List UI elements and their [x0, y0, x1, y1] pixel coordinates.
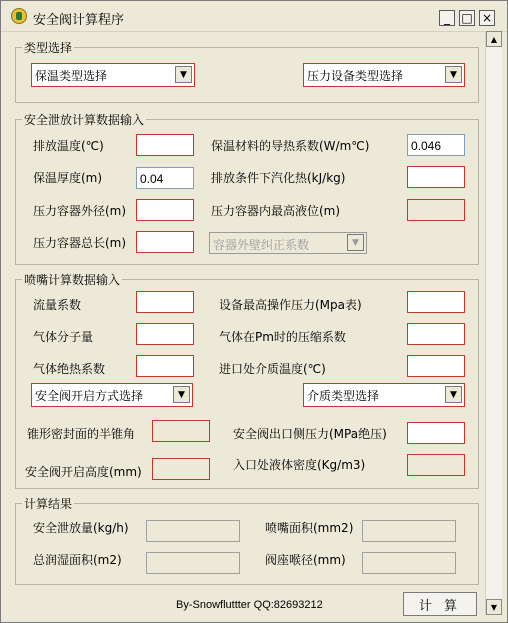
throat-diameter-label: 阀座喉径(mm) — [265, 553, 346, 567]
vessel-total-length-input[interactable] — [136, 231, 194, 253]
inlet-temp-label: 进口处介质温度(℃) — [219, 362, 326, 376]
discharge-temp-label: 排放温度(℃) — [33, 139, 104, 153]
relief-amount-label: 安全泄放量(kg/h) — [33, 521, 129, 535]
flow-coefficient-label: 流量系数 — [33, 298, 82, 312]
app-icon — [11, 8, 27, 24]
select-value: 容器外壁纠正系数 — [213, 238, 310, 252]
liquid-density-input[interactable] — [407, 454, 465, 476]
scroll-down-icon[interactable]: ▼ — [486, 599, 502, 615]
insulation-thickness-input[interactable]: 0.04 — [136, 167, 194, 189]
close-button[interactable]: × — [479, 10, 495, 26]
vessel-type-select[interactable] — [303, 63, 465, 87]
opening-mode-select[interactable] — [31, 383, 193, 407]
compressibility-label: 气体在Pm时的压缩系数 — [219, 330, 346, 344]
insulation-type-select[interactable] — [31, 63, 195, 87]
vertical-scrollbar[interactable] — [485, 31, 502, 615]
flow-coefficient-input[interactable] — [136, 291, 194, 313]
group-title: 类型选择 — [24, 41, 73, 55]
vessel-outer-diameter-input[interactable] — [136, 199, 194, 221]
title-bar — [1, 1, 507, 32]
seal-half-angle-input[interactable] — [152, 420, 210, 442]
select-value: 安全阀开启方式选择 — [35, 389, 144, 403]
chevron-down-icon: ▼ — [445, 66, 462, 83]
max-operating-pressure-label: 设备最高操作压力(Mpa表) — [219, 298, 362, 312]
opening-height-label: 安全阀开启高度(mm) — [25, 465, 142, 479]
molecular-weight-input[interactable] — [136, 323, 194, 345]
vessel-max-level-input[interactable] — [407, 199, 465, 221]
group-title: 计算结果 — [24, 497, 73, 511]
seal-half-angle-label: 锥形密封面的半锥角 — [27, 427, 136, 441]
outlet-pressure-input[interactable] — [407, 422, 465, 444]
nozzle-area-output — [362, 520, 456, 542]
insulation-thickness-label: 保温厚度(m) — [33, 171, 103, 185]
vaporization-heat-input[interactable] — [407, 166, 465, 188]
outlet-pressure-label: 安全阀出口侧压力(MPa绝压) — [233, 427, 387, 441]
max-operating-pressure-input[interactable] — [407, 291, 465, 313]
molecular-weight-label: 气体分子量 — [33, 330, 94, 344]
vessel-total-length-label: 压力容器总长(m) — [33, 236, 127, 250]
chevron-down-icon: ▼ — [445, 386, 462, 403]
adiabatic-coefficient-input[interactable] — [136, 355, 194, 377]
vessel-outer-diameter-label: 压力容器外径(m) — [33, 204, 127, 218]
vessel-max-level-label: 压力容器内最高液位(m) — [211, 204, 341, 218]
minimize-button[interactable]: _ — [439, 10, 455, 26]
author-credit: By-Snowfluttter QQ:82693212 — [176, 599, 323, 611]
chevron-down-icon: ▼ — [175, 66, 192, 83]
wall-correction-select[interactable] — [209, 232, 367, 254]
throat-diameter-output — [362, 552, 456, 574]
wetted-area-label: 总润湿面积(m2) — [33, 553, 122, 567]
select-value: 介质类型选择 — [307, 389, 380, 403]
nozzle-area-label: 喷嘴面积(mm2) — [265, 521, 354, 535]
discharge-temp-input[interactable] — [136, 134, 194, 156]
maximize-button[interactable]: □ — [459, 10, 475, 26]
scroll-up-icon[interactable]: ▲ — [486, 31, 502, 47]
wetted-area-output — [146, 552, 240, 574]
relief-amount-output — [146, 520, 240, 542]
select-value: 压力设备类型选择 — [307, 69, 404, 83]
insulation-conductivity-label: 保温材料的导热系数(W/m℃) — [211, 139, 370, 153]
liquid-density-label: 入口处液体密度(Kg/m3) — [233, 458, 366, 472]
vaporization-heat-label: 排放条件下汽化热(kJ/kg) — [211, 171, 346, 185]
opening-height-input[interactable] — [152, 458, 210, 480]
calculate-button[interactable]: 计 算 — [403, 592, 477, 616]
select-value: 保温类型选择 — [35, 69, 108, 83]
insulation-conductivity-input[interactable]: 0.046 — [407, 134, 465, 156]
inlet-temp-input[interactable] — [407, 355, 465, 377]
chevron-down-icon: ▼ — [347, 234, 364, 251]
adiabatic-coefficient-label: 气体绝热系数 — [33, 362, 106, 376]
group-title: 喷嘴计算数据输入 — [24, 273, 121, 287]
group-title: 安全泄放计算数据输入 — [24, 113, 145, 127]
medium-type-select[interactable] — [303, 383, 465, 407]
compressibility-input[interactable] — [407, 323, 465, 345]
chevron-down-icon: ▼ — [173, 386, 190, 403]
window-title: 安全阀计算程序 — [33, 13, 125, 28]
